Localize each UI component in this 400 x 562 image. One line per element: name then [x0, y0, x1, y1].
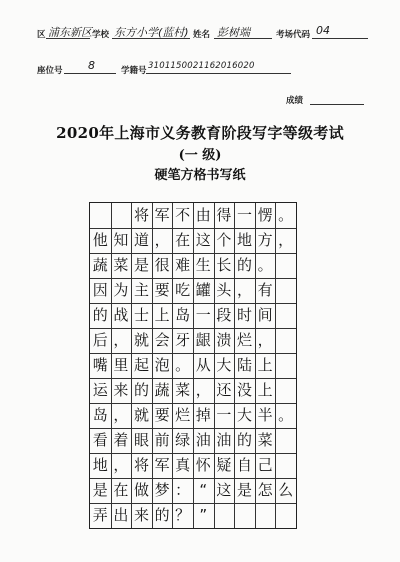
score-label: 成绩	[286, 96, 304, 106]
grid-character: 岛	[175, 306, 191, 324]
grid-character: 的	[236, 256, 252, 274]
grid-character: 烂	[236, 331, 252, 349]
grid-character: 油	[216, 431, 232, 449]
grid-character: ？	[175, 506, 191, 524]
grid-character: ，	[113, 331, 129, 349]
grid-character: 地	[236, 231, 252, 249]
grid-character: 后	[92, 331, 108, 349]
district-label: 区	[37, 30, 46, 40]
grid-character: 前	[154, 431, 170, 449]
grid-character: 掉	[195, 406, 211, 424]
grid-character: 生	[195, 256, 211, 274]
grid-character: 主	[133, 281, 149, 299]
grid-character: 从	[195, 356, 211, 374]
grid-character: 是	[133, 256, 149, 274]
grid-character: 弄	[92, 506, 108, 524]
grid-character	[90, 203, 111, 228]
grid-character: 将	[133, 206, 149, 224]
grid-character: 因	[92, 281, 108, 299]
name-value: 彭树端	[217, 26, 250, 39]
grid-character: 难	[175, 256, 191, 274]
grid-character: ，	[195, 381, 211, 399]
grid-character: 道	[133, 231, 149, 249]
grid-character: 嘴	[92, 356, 108, 374]
grid-character: 来	[133, 506, 149, 524]
grid-character: 还	[216, 381, 232, 399]
grid-character: 烂	[175, 406, 191, 424]
grid-character: 这	[216, 481, 232, 499]
grid-character: 大	[216, 356, 232, 374]
grid-character: 疑	[216, 456, 232, 474]
student-id-value: 3101150021162016020	[148, 61, 255, 71]
grid-character: 吃	[175, 281, 191, 299]
grid-character: 段	[216, 306, 232, 324]
grid-character: 罐	[195, 281, 211, 299]
grid-character: 么	[278, 481, 294, 499]
grid-character: ，	[278, 231, 294, 249]
grid-character: 个	[216, 231, 232, 249]
grid-character: ，	[113, 456, 129, 474]
grid-character: 就	[133, 406, 149, 424]
grid-character: 头	[216, 281, 232, 299]
seat-label: 座位号	[37, 66, 63, 76]
grid-character: 梦	[154, 481, 170, 499]
grid-character: 蔬	[154, 381, 170, 399]
grid-character: 。	[278, 406, 294, 424]
grid-character: 出	[113, 506, 129, 524]
sheet-title: 硬笔方格书写纸	[154, 168, 246, 183]
grid-character: 有	[257, 281, 273, 299]
exam-code-label: 考场代码	[276, 30, 311, 40]
grid-character: 溃	[216, 331, 232, 349]
grid-character: 军	[154, 206, 170, 224]
grid-character: 菜	[175, 381, 191, 399]
exam-level: (一 级)	[178, 148, 222, 163]
grid-character: 长	[216, 256, 232, 274]
grid-character: 要	[154, 406, 170, 424]
grid-character: 的	[92, 306, 108, 324]
exam-title: 2020年上海市义务教育阶段写字等级考试	[56, 124, 344, 142]
grid-character: 要	[154, 281, 170, 299]
grid-character: 。	[175, 356, 191, 374]
grid-character: 愣	[257, 206, 273, 224]
grid-character: 地	[92, 456, 108, 474]
grid-character: 菜	[113, 256, 129, 274]
seat-value: 8	[88, 59, 95, 72]
grid-character: 真	[175, 456, 191, 474]
grid-character: 来	[113, 381, 129, 399]
grid-character: 里	[113, 356, 129, 374]
grid-character: 很	[154, 256, 170, 274]
grid-character: 由	[195, 206, 211, 224]
grid-character: 牙	[175, 331, 191, 349]
grid-character: 起	[133, 356, 149, 374]
grid-character: 在	[175, 231, 191, 249]
grid-character: 没	[236, 381, 252, 399]
grid-character: “	[199, 481, 208, 499]
district-value: 浦东新区	[48, 26, 92, 39]
grid-character: 的	[154, 506, 170, 524]
grid-character: 间	[257, 306, 273, 324]
grid-character: 上	[154, 306, 170, 324]
grid-character: 泡	[154, 356, 170, 374]
grid-character: 己	[257, 456, 273, 474]
grid-character: ，	[236, 281, 252, 299]
grid-character: 的	[133, 381, 149, 399]
grid-character: 就	[133, 331, 149, 349]
grid-character: 会	[154, 331, 170, 349]
grid-character: 时	[236, 306, 252, 324]
grid-character: 。	[278, 206, 294, 224]
grid-character: 大	[236, 406, 252, 424]
name-label: 姓名	[193, 30, 211, 40]
grid-character: 一	[216, 406, 232, 424]
grid-character: 岛	[92, 406, 108, 424]
grid-character: 的	[236, 431, 252, 449]
grid-character: 。	[257, 256, 273, 274]
student-id-label: 学籍号	[121, 66, 147, 76]
grid-character: 不	[175, 206, 191, 224]
school-label: 学校	[92, 30, 110, 40]
grid-character: 怀	[195, 456, 211, 474]
grid-character: ，	[113, 406, 129, 424]
grid-character: 军	[154, 456, 170, 474]
grid-character: ：	[175, 481, 191, 499]
grid-character: 上	[257, 356, 273, 374]
grid-character	[111, 203, 132, 228]
grid-character: ，	[154, 231, 170, 249]
exam-code-value: 04	[316, 24, 330, 37]
grid-character: 是	[92, 481, 108, 499]
grid-character: 为	[113, 281, 129, 299]
school-value: 东方小学(蓝村)	[114, 26, 189, 39]
writing-grid	[89, 202, 297, 529]
grid-character: 得	[216, 206, 232, 224]
grid-character: 着	[113, 431, 129, 449]
grid-character: 知	[113, 231, 129, 249]
grid-character: 眼	[133, 431, 149, 449]
grid-character: 在	[113, 481, 129, 499]
grid-character: ，	[257, 331, 273, 349]
grid-character: 陆	[236, 356, 252, 374]
grid-character: 将	[133, 456, 149, 474]
grid-character: ”	[199, 506, 208, 524]
grid-character: 半	[257, 406, 273, 424]
grid-character: 龈	[195, 331, 211, 349]
grid-character: 士	[133, 306, 149, 324]
grid-character: 战	[113, 306, 129, 324]
grid-character: 一	[195, 306, 211, 324]
grid-character: 一	[236, 206, 252, 224]
grid-character: 他	[92, 231, 108, 249]
grid-character: 做	[133, 481, 149, 499]
exam-info-header	[0, 0, 400, 110]
grid-character: 蔬	[92, 256, 108, 274]
grid-character: 运	[92, 381, 108, 399]
grid-character: 是	[236, 481, 252, 499]
grid-character: 上	[257, 381, 273, 399]
grid-character: 看	[92, 431, 108, 449]
grid-character: 绿	[175, 431, 191, 449]
grid-character: 菜	[257, 431, 273, 449]
grid-character: 自	[236, 456, 252, 474]
grid-character: 油	[195, 431, 211, 449]
grid-character: 这	[195, 231, 211, 249]
grid-character: 怎	[257, 481, 273, 499]
grid-character: 方	[257, 231, 273, 249]
